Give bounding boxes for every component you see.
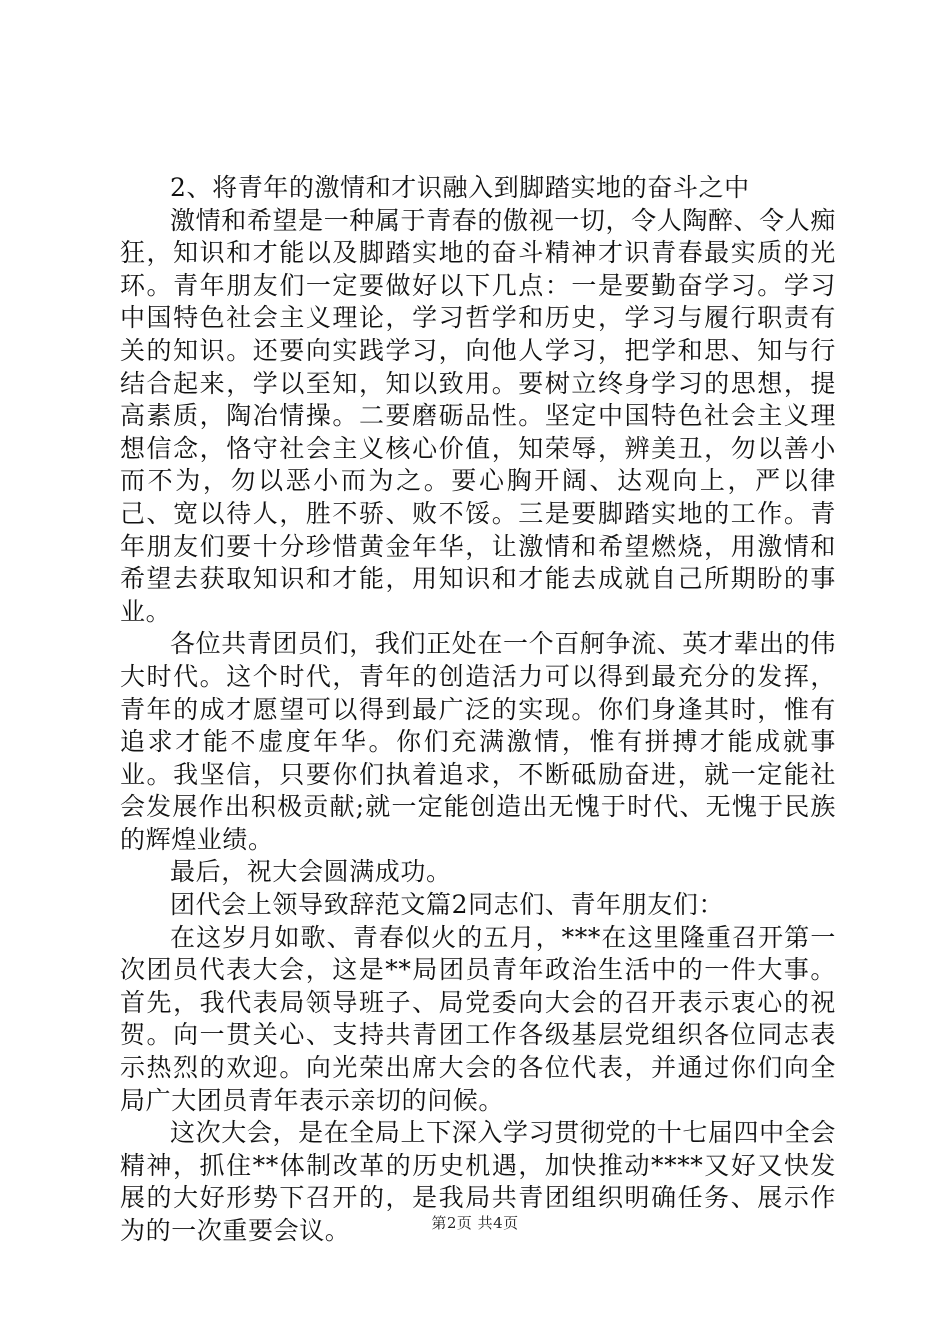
paragraph: 激情和希望是一种属于青春的傲视一切，令人陶醉、令人痴狂，知识和才能以及脚踏实地的奋斗精神才识青春最实质的光环。青年朋友们一定要做好以下几点：一是要勤奋学习。学习中国特色社会主义理论，学习哲学和历史，学习与履行职责有关的知识。还要向实践学习，向他人学习，把学和思、知与行结合起来，学以至知，知以致用。要树立终身学习的思想，提高素质，陶冶情操。二要磨砺品性。坚定中国特色社会主义理想信念，恪守社会主义核心价值，知荣辱，辨美丑，勿以善小而不为，勿以恶小而为之。要心胸开阔、达观向上，严以律己、宽以待人，胜不骄、败不馁。三是要脚踏实地的工作。青年朋友们要十分珍惜黄金年华，让激情和希望燃烧，用激情和希望去获取知识和才能，用知识和才能去成就自己所期盼的事业。: [120, 205, 836, 626]
page-footer: 第2页 共4页: [431, 1214, 519, 1232]
paragraph: 各位共青团员们，我们正处在一个百舸争流、英才辈出的伟大时代。这个时代，青年的创造活力可以得到最充分的发挥，青年的成才愿望可以得到最广泛的实现。你们身逢其时，惟有追求才能不虚度年华。你们充满激情，惟有拼搏才能成就事业。我坚信，只要你们执着追求，不断砥励奋进，就一定能社会发展作出积极贡献;就一定能创造出无愧于时代、无愧于民族的辉煌业绩。: [120, 629, 836, 854]
paragraph: 这次大会，是在全局上下深入学习贯彻党的十七届四中全会精神，抓住**体制改革的历史机遇，加快推动****又好又快发展的大好形势下召开的，是我局共青团组织明确任务、展示作为的一次重要会议。: [120, 1118, 836, 1245]
paragraph: 在这岁月如歌、青春似火的五月，***在这里隆重召开第一次团员代表大会，这是**局团员青年政治生活中的一件大事。首先，我代表局领导班子、局党委向大会的召开表示衷心的祝贺。向一贯关心、支持共青团工作各级基层党组织各位同志表示热烈的欢迎。向光荣出席大会的各位代表，并通过你们向全局广大团员青年表示亲切的问候。: [120, 922, 836, 1115]
section-heading: 2、将青年的激情和才识融入到脚踏实地的奋斗之中: [170, 173, 750, 202]
paragraph: 团代会上领导致辞范文篇2同志们、青年朋友们：: [170, 890, 725, 920]
document-body: [120, 172, 836, 1248]
paragraph: 最后，祝大会圆满成功。: [170, 857, 452, 887]
